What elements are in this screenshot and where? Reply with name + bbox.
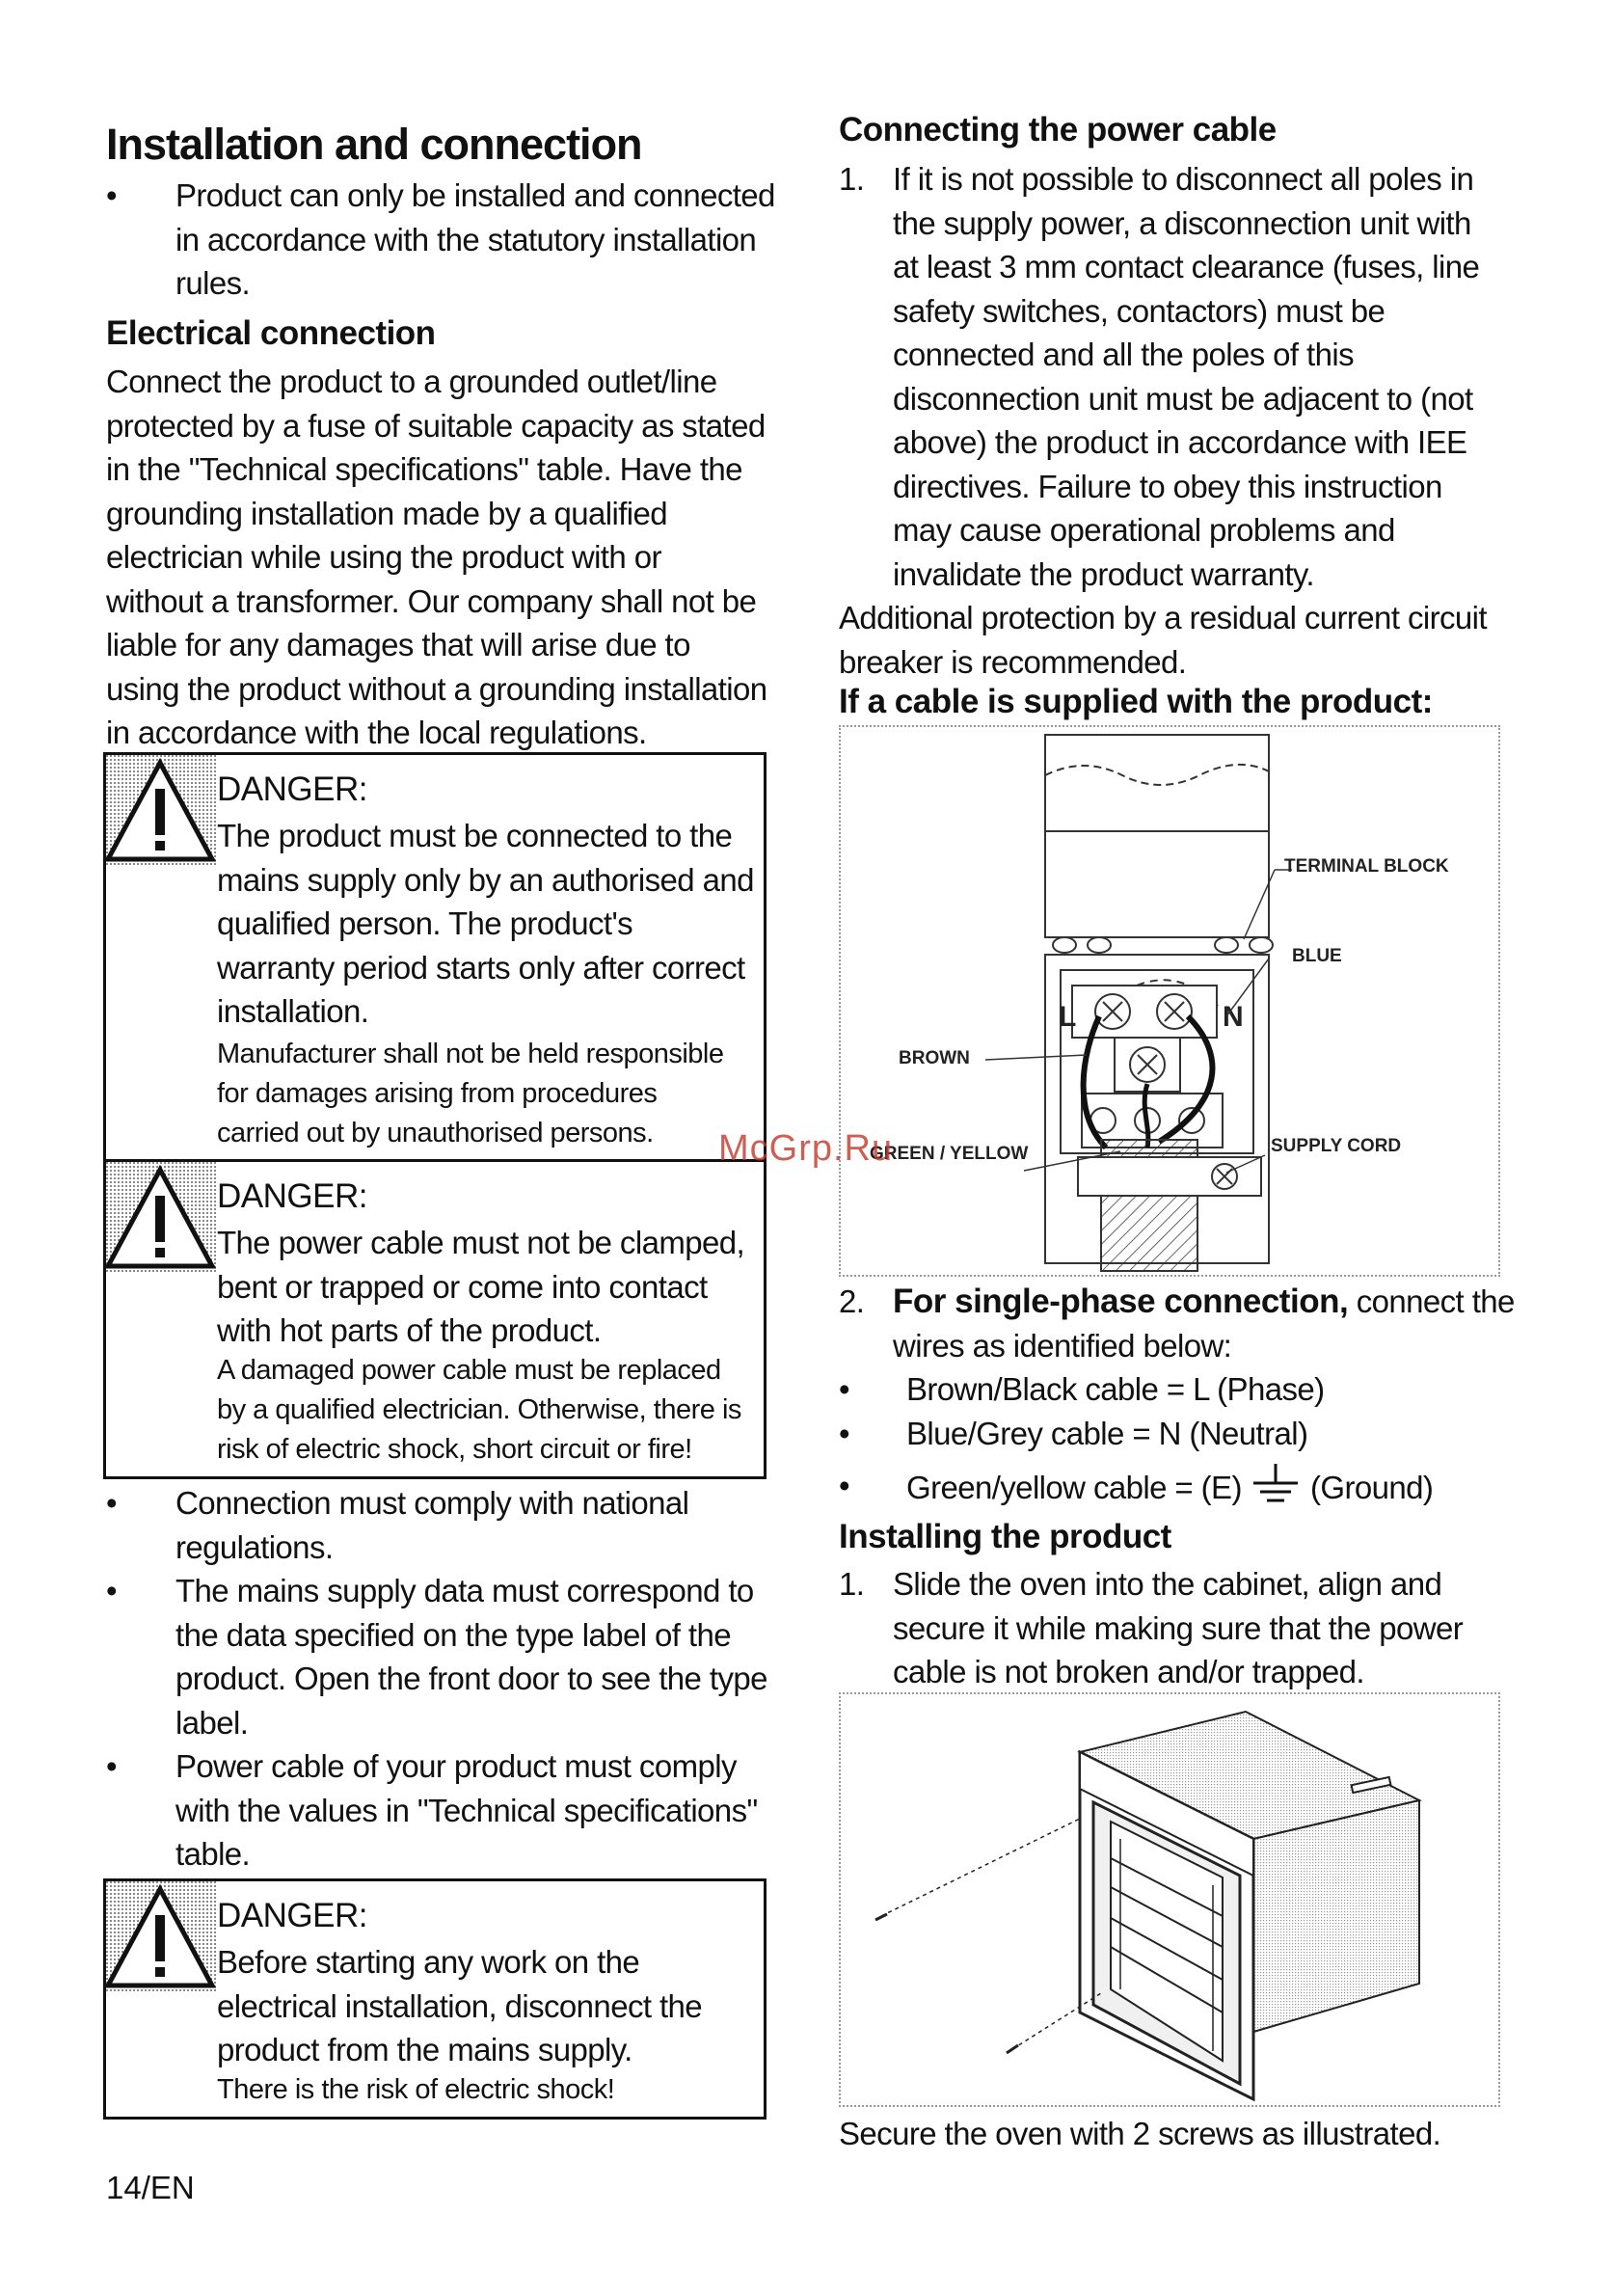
bullet-dot: • [106, 1573, 117, 1608]
step-number: 1. [839, 1566, 865, 1602]
blue-wire-label: BLUE [1292, 946, 1342, 966]
danger-title: DANGER: [217, 1897, 367, 1934]
ground-symbol-icon [1250, 1464, 1302, 1508]
oven-illustration [841, 1694, 1498, 2105]
additional-protection: Additional protection by a residual current circuit breaker is recommended. [839, 600, 1487, 680]
wiring-diagram-svg [841, 727, 1498, 1275]
bullet-dot: • [106, 1748, 117, 1784]
oven-installation-figure [839, 1692, 1500, 2107]
installing-heading: Installing the product [839, 1518, 1171, 1555]
page-number: 14/EN [106, 2170, 195, 2205]
intro-bullet-text: Product can only be installed and connected in accordance with the statutory installation rules. [175, 177, 775, 301]
danger-note: Manufacturer shall not be held responsible for damages arising from procedures carried out by unauthorised persons. [217, 1039, 724, 1148]
danger-note: A damaged power cable must be replaced by a qualified electrician. Otherwise, there is risk of electric shock, short circuit or fire! [217, 1355, 741, 1465]
step-number: 1. [839, 161, 865, 197]
step-number: 2. [839, 1283, 865, 1319]
step-2-bold: For single-phase connection, [893, 1283, 1349, 1320]
n-terminal-label: N [1223, 1001, 1244, 1033]
warning-triangle-icon [106, 755, 216, 865]
danger-title: DANGER: [217, 770, 367, 808]
l-terminal-label: L [1059, 1001, 1077, 1033]
page-title: Installation and connection [106, 120, 642, 169]
bullet-dot: • [839, 1371, 849, 1407]
green-yellow-wire-label: GREEN / YELLOW [870, 1144, 1029, 1164]
warning-triangle-icon [106, 1881, 216, 1991]
bullet-dot: • [106, 177, 117, 213]
wiring-diagram [839, 725, 1500, 1277]
danger-box-3 [103, 1878, 767, 2120]
watermark: McGrp.Ru [718, 1128, 894, 1169]
warning-triangle-icon [106, 1162, 216, 1272]
danger-body: The product must be connected to the mains supply only by an authorised and qualified person. The product's warranty period starts only after correct installation. [217, 818, 754, 1029]
supply-cord-label: SUPPLY CORD [1271, 1136, 1402, 1156]
bullet-dot: • [839, 1416, 849, 1451]
cable-supplied-heading: If a cable is supplied with the product: [839, 683, 1433, 720]
danger-body: Before starting any work on the electrical installation, disconnect the product from the mains supply. [217, 1944, 703, 2067]
oven-caption: Secure the oven with 2 screws as illustrated. [839, 2116, 1441, 2151]
bullet-dot: • [839, 1468, 849, 1503]
bullet-dot: • [106, 1485, 117, 1521]
danger-title: DANGER: [217, 1177, 367, 1215]
danger-body: The power cable must not be clamped, bent or trapped or come into contact with hot parts of the product. [217, 1225, 745, 1348]
danger-note: There is the risk of electric shock! [217, 2074, 615, 2105]
power-cable-heading: Connecting the power cable [839, 111, 1277, 149]
electrical-paragraph: Connect the product to a grounded outlet/line protected by a fuse of suitable capacity as stated in the "Technical specifications" table. Have the grounding installation made by a qualified electrician while using the product with or without a transformer. Our company shall not be liable for any damages that will arise due to using the product without a grounding installation in accordance with the local regulations. [106, 364, 767, 750]
danger-box-2 [103, 1159, 767, 1479]
danger-box-1 [103, 752, 767, 1162]
electrical-heading: Electrical connection [106, 314, 436, 352]
brown-wire-label: BROWN [899, 1048, 970, 1068]
terminal-block-label: TERMINAL BLOCK [1284, 856, 1449, 877]
